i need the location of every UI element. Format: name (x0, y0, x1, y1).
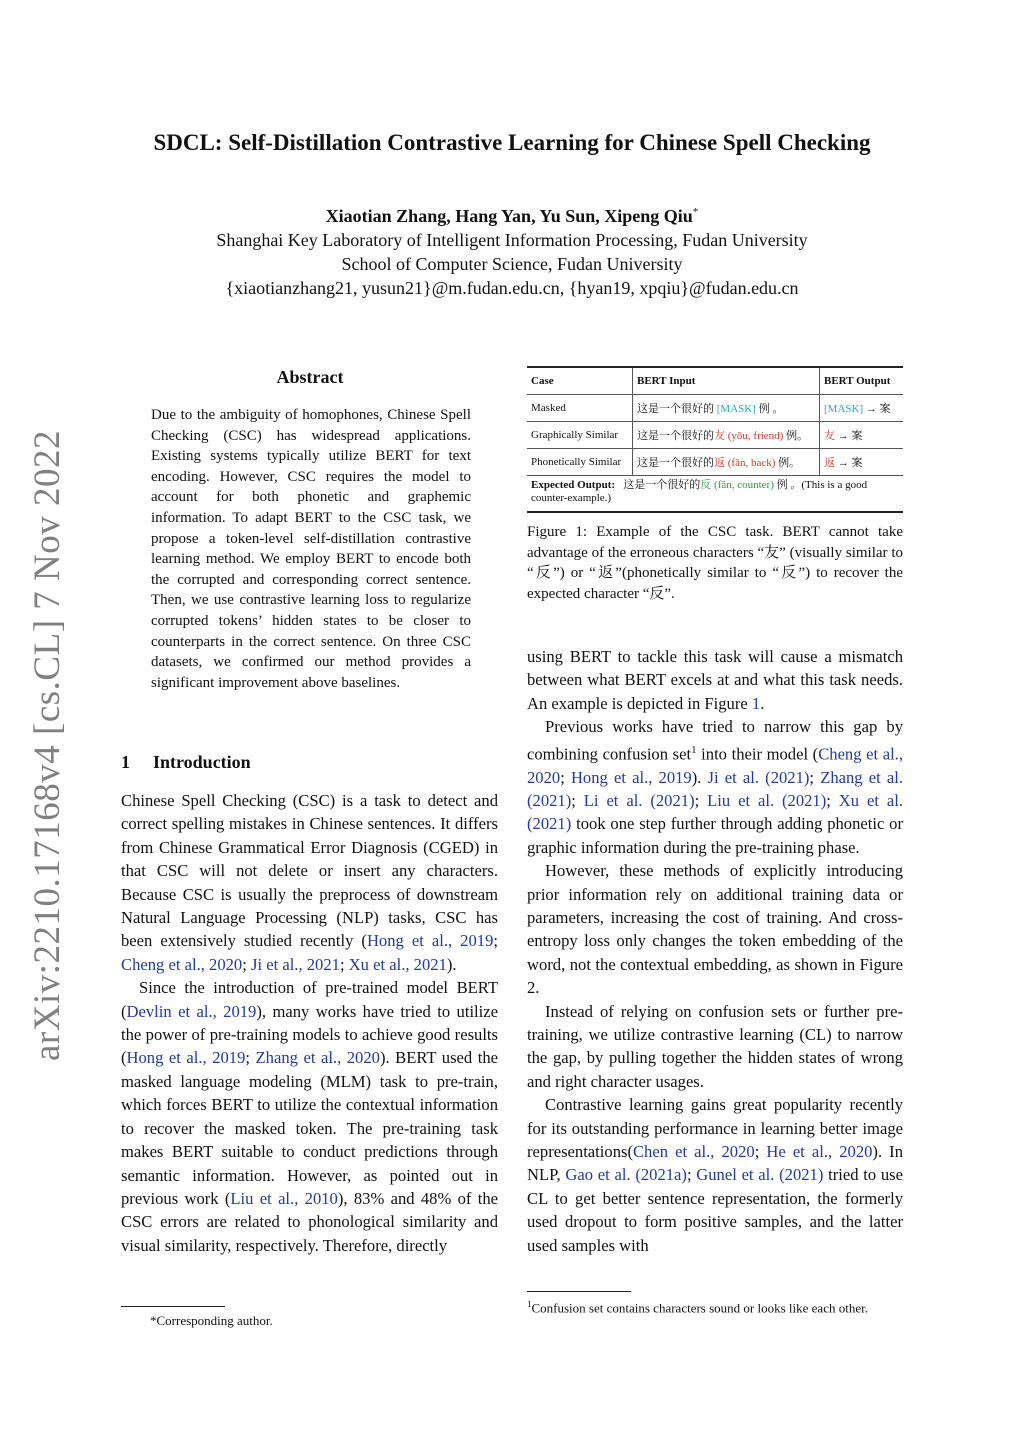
expected-output-row (527, 476, 903, 513)
section-title: Introduction (153, 752, 251, 772)
footnote-rule (527, 1291, 631, 1292)
figure-link[interactable]: 1 (751, 693, 761, 713)
right-paragraph-3: However, these methods of explicitly introducing prior information rely on additional training data or parameters, increasing the cost of training. And cross-entropy loss only changes the token embedding of the word, not the contextual embedding, as shown in Figure 2. (527, 861, 903, 998)
right-paragraph-5: Contrastive learning gains great popularity recently for its outstanding performance in learning better image representations(Chen et al., 2020; He et al., 2020). In NLP, Gao et al. (2021a); Gunel et al. (2021) tried to use CL to get better sentence representation, the formerly used dropout to form positive samples, and the latter used samples with (527, 1095, 903, 1255)
corresponding-mark: * (692, 206, 699, 218)
column-header: BERT Input (633, 367, 820, 395)
table-row (527, 422, 903, 449)
footnote-rule (121, 1306, 225, 1307)
figure-1-caption: Figure 1: Example of the CSC task. BERT cannot take advantage of the erroneous characters “友” (visually similar to “反”) or “返”(phonetically similar to “反”) to recover the expected character “反”. (527, 524, 903, 602)
table-row (527, 449, 903, 476)
output-cell: 友 → 案 (820, 422, 904, 449)
citation-link[interactable]: Zhang et al. (2021) (527, 767, 903, 810)
citation-link[interactable]: Cheng et al., 2020 (527, 744, 903, 787)
citation-link[interactable]: Xu et al., 2021 (348, 954, 447, 974)
citation-link[interactable]: Gunel et al. (2021) (696, 1165, 824, 1185)
citation-link[interactable]: Li et al. (2021) (583, 790, 695, 810)
author-names: Xiaotian Zhang, Hang Yan, Yu Sun, Xipeng Qiu (325, 206, 693, 226)
abstract-text: Due to the ambiguity of homophones, Chinese Spell Checking (CSC) has widespread applications. Existing systems typically utilize BERT for text encoding. However, CSC requires the model to account for both phonetic and graphemic information. To adapt BERT to the CSC task, we propose a token-level self-distillation contrastive learning method. We employ BERT to encode both the corrupted and corresponding correct sentence. Then, we use contrastive learning loss to regularize corrupted tokens’ hidden states to be closer to counterparts in the correct sentence. On three CSC datasets, we confirmed our method provides a significant improvement above baselines. (151, 407, 471, 691)
arxiv-stamp (22, 429, 72, 1061)
intro-paragraph-1: Chinese Spell Checking (CSC) is a task to detect and correct spelling mistakes in Chinese sentences. It differs from Chinese Grammatical Error Diagnosis (CGED) in that CSC will not delete or insert any characters. Because CSC is usually the preprocess of downstream Natural Language Processing (NLP) tasks, CSC has been extensively studied recently (Hong et al., 2019; Cheng et al., 2020; Ji et al., 2021; Xu et al., 2021). (121, 791, 498, 974)
input-cell: 这是一个很好的友 (yǒu, friend) 例。 (633, 422, 820, 449)
output-cell: 返 → 案 (820, 449, 904, 476)
footnote-corresponding: *Corresponding author. (150, 1313, 273, 1328)
citation-link[interactable]: Chen et al., 2020 (632, 1142, 755, 1162)
author-emails: {xiaotianzhang21, yusun21}@m.fudan.edu.cn, {hyan19, xpqiu}@fudan.edu.cn (225, 278, 799, 298)
citation-link[interactable]: Hong et al., 2019 (570, 767, 692, 787)
input-cell: 这是一个很好的返 (fǎn, back) 例。 (633, 449, 820, 476)
citation-link[interactable]: Ji et al. (2021) (707, 767, 810, 787)
citation-link[interactable]: Liu et al. (2021) (707, 790, 827, 810)
citation-link[interactable]: Hong et al., 2019 (366, 931, 494, 951)
table-row (527, 395, 903, 422)
citation-link[interactable]: Xu et al. (2021) (527, 790, 904, 834)
author-block (80, 200, 944, 300)
case-cell: Masked (527, 395, 633, 422)
citation-link[interactable]: Zhang et al., 2020 (255, 1048, 380, 1068)
case-cell: Phonetically Similar (527, 449, 633, 476)
input-cell: 这是一个很好的 [MASK] 例 。 (633, 395, 820, 422)
footnote-marker: 1 (691, 743, 697, 756)
citation-link[interactable]: Gao et al. (2021a) (565, 1165, 687, 1185)
paper-title: SDCL: Self-Distillation Contrastive Learning for Chinese Spell Checking (153, 130, 871, 155)
section-number: 1 (121, 752, 130, 772)
output-cell: [MASK] → 案 (820, 395, 904, 422)
column-header: Case (527, 367, 633, 395)
citation-link[interactable]: Ji et al., 2021 (250, 954, 340, 974)
footnote-confusion-set: $^1$Confusion set contains characters sound or looks like each other. (527, 1299, 868, 1316)
citation-link[interactable]: Cheng et al., 2020 (121, 954, 243, 974)
right-paragraph-4: Instead of relying on confusion sets or further pre-training, we utilize contrastive learning (CL) to narrow the gap, by pulling together the hidden states of wrong and right character usages. (527, 1001, 903, 1091)
figure-1-table (527, 366, 903, 513)
citation-link[interactable]: Liu et al., 2010 (230, 1188, 338, 1208)
expected-output-cell: Expected Output: 这是一个很好的反 (fǎn, counter) 例 。(This is a good counter-example.) (527, 476, 903, 513)
arxiv-id: arXiv:2210.17168v4 [cs.CL] 7 Nov 2022 (26, 429, 68, 1061)
affiliation-1: Shanghai Key Laboratory of Intelligent Information Processing, Fudan University (216, 230, 808, 250)
right-paragraph-2: Previous works have tried to narrow this gap by combining confusion set$^1$ into their model (Cheng et al., 2020; Hong et al., 2019). Ji et al. (2021); Zhang et al. (2021); Li et al. (2021); Liu et al. (2021); Xu et al. (2021) took one step further through adding phonetic or graphic information during the pre-training phase. (527, 717, 904, 857)
intro-column-right (527, 645, 903, 1257)
abstract-heading: Abstract (276, 367, 344, 387)
column-header: BERT Output (820, 367, 904, 395)
right-paragraph-1: using BERT to tackle this task will cause a mismatch between what BERT excels at and what this task needs. An example is depicted in Figure 1. (527, 647, 903, 713)
citation-link[interactable]: Devlin et al., 2019 (126, 1001, 257, 1021)
citation-link[interactable]: He et al., 2020 (766, 1142, 873, 1162)
citation-link[interactable]: Hong et al., 2019 (126, 1048, 246, 1068)
table-header-row (527, 367, 903, 395)
intro-column-left (121, 789, 498, 1257)
case-cell: Graphically Similar (527, 422, 633, 449)
section-heading-introduction (121, 752, 251, 773)
affiliation-2: School of Computer Science, Fudan University (341, 254, 683, 274)
intro-paragraph-2: Since the introduction of pre-trained model BERT (Devlin et al., 2019), many works have tried to utilize the power of pre-training models to achieve good results (Hong et al., 2019; Zhang et al., 2020). BERT used the masked language modeling (MLM) task to pre-train, which forces BERT to utilize the contextual information to recover the masked token. The pre-training task makes BERT suitable to conduct predictions through semantic information. However, as pointed out in previous work (Liu et al., 2010), 83% and 48% of the CSC errors are related to phonological similarity and visual similarity, respectively. Therefore, directly (121, 978, 499, 1255)
